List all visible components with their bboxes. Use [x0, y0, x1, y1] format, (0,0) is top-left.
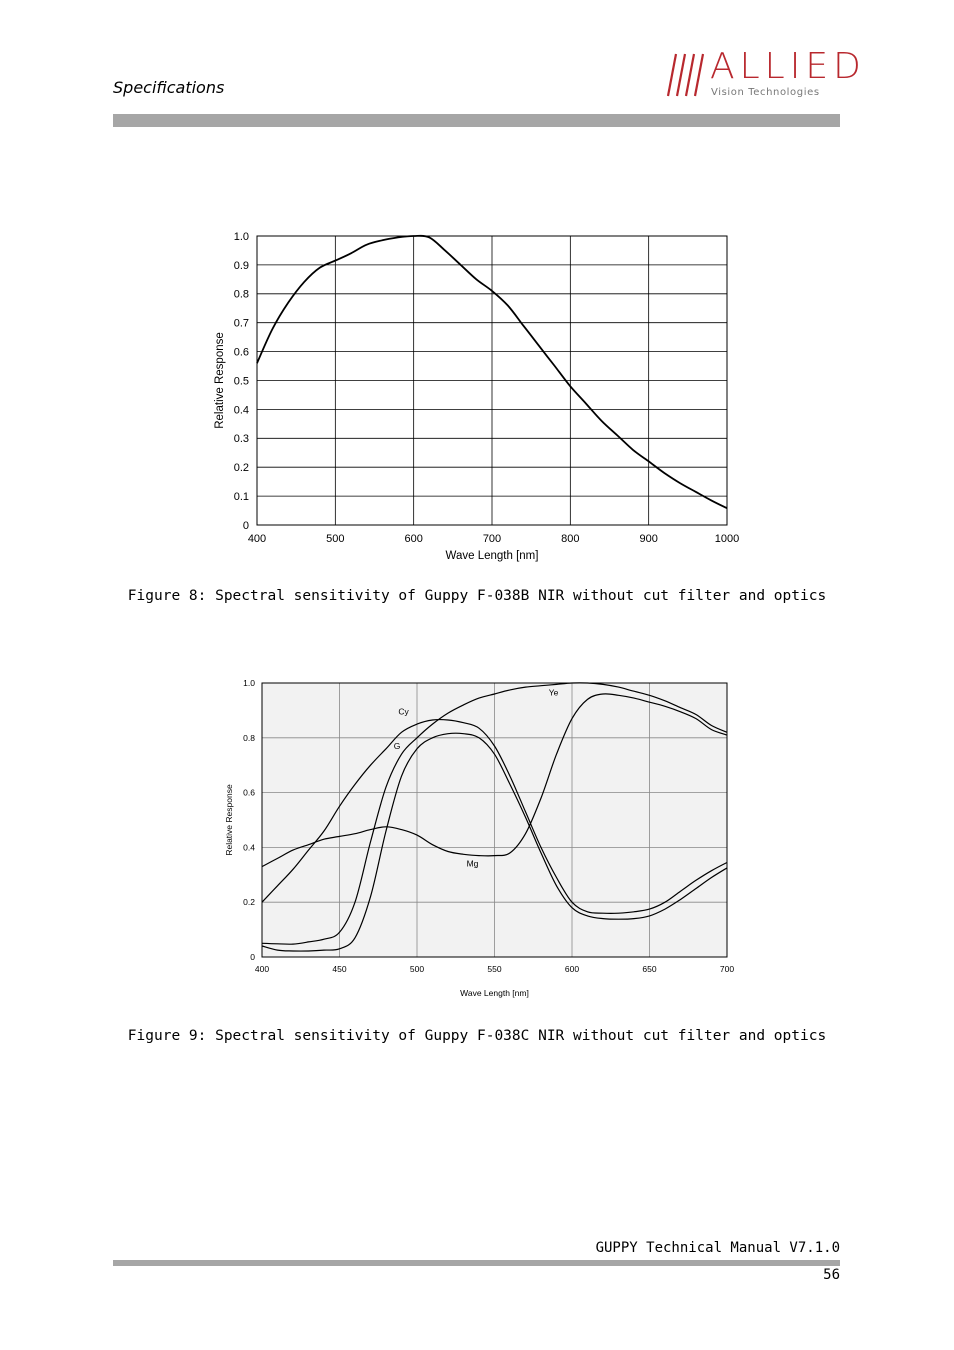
x-tick-label: 700 [482, 533, 502, 545]
x-tick-label: 600 [564, 964, 580, 974]
footer-divider [113, 1260, 840, 1266]
figure-9-caption: Figure 9: Spectral sensitivity of Guppy F-038C NIR without cut filter and optics [127, 1028, 827, 1044]
y-tick-label: 0.8 [243, 732, 255, 743]
section-title: Specifications [113, 78, 225, 97]
y-tick-label: 0.2 [233, 462, 249, 475]
logo-slashes-icon [664, 52, 708, 98]
y-tick-label: 0.4 [243, 842, 255, 853]
y-tick-label: 0.9 [233, 259, 249, 272]
y-tick-label: 0.1 [233, 490, 249, 503]
chart-figure-9 [214, 672, 744, 1008]
x-tick-label: 650 [642, 964, 657, 974]
y-tick-label: 0.5 [233, 375, 249, 388]
y-tick-label: 1.0 [233, 230, 249, 243]
y-tick-label: 0.8 [233, 288, 249, 301]
chart-figure-8 [200, 222, 760, 567]
x-tick-label: 400 [254, 964, 270, 974]
logo-wordmark: ALLIED [710, 46, 866, 87]
x-tick-label: 600 [404, 533, 423, 545]
y-tick-label: 0 [242, 519, 249, 532]
x-tick-label: 550 [487, 964, 502, 974]
y-tick-label: 0.3 [233, 433, 249, 446]
y-tick-label: 0.6 [233, 346, 249, 359]
x-tick-label: 500 [326, 533, 345, 545]
series-label-g: G [393, 740, 401, 751]
y-axis-label: Relative Response [214, 332, 226, 429]
series-label-ye: Ye [548, 687, 559, 698]
header-divider [113, 114, 840, 127]
y-tick-label: 0 [250, 951, 255, 962]
logo-subtitle: Vision Technologies [711, 87, 820, 98]
x-tick-label: 500 [409, 964, 425, 974]
x-tick-label: 700 [719, 964, 735, 974]
series-label-cy: Cy [398, 706, 409, 717]
y-tick-label: 0.7 [233, 317, 249, 330]
series-label-mg: Mg [466, 858, 479, 869]
page-number: 56 [823, 1267, 840, 1283]
x-axis-label: Wave Length [nm] [460, 988, 529, 998]
allied-logo [664, 46, 866, 102]
x-tick-label: 1000 [714, 533, 740, 545]
y-axis-label: Relative Response [224, 784, 234, 856]
x-tick-label: 450 [332, 964, 347, 974]
y-tick-label: 0.2 [243, 897, 255, 908]
x-tick-label: 900 [639, 533, 658, 545]
x-tick-label: 400 [247, 533, 267, 545]
y-tick-label: 1.0 [243, 677, 255, 688]
y-tick-label: 0.4 [233, 404, 249, 417]
figure-8-caption: Figure 8: Spectral sensitivity of Guppy F-038B NIR without cut filter and optics [127, 588, 827, 604]
x-axis-label: Wave Length [nm] [445, 550, 539, 562]
y-tick-label: 0.6 [243, 787, 255, 798]
x-tick-label: 800 [561, 533, 580, 545]
footer-manual-title: GUPPY Technical Manual V7.1.0 [595, 1240, 840, 1256]
